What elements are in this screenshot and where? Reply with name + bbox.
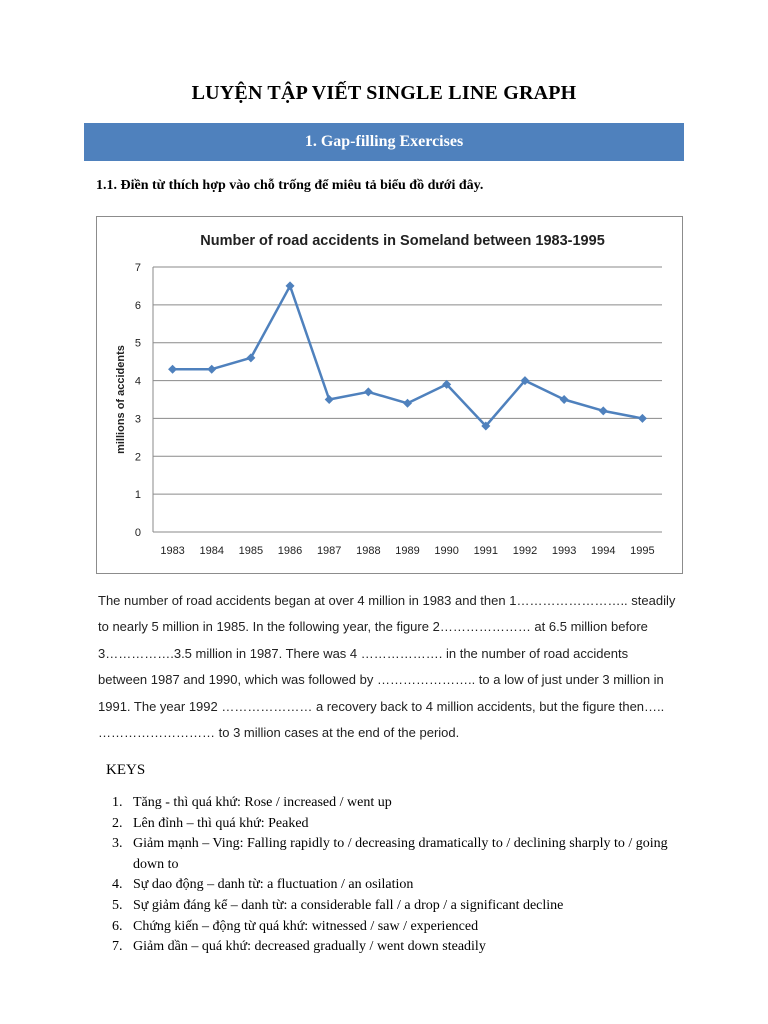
data-point (207, 365, 216, 374)
x-tick-label: 1985 (238, 545, 264, 557)
y-tick-label: 6 (134, 299, 141, 312)
key-text: Giảm dần – quá khứ: decreased gradually / went down steadily (133, 939, 486, 955)
x-tick-label: 1991 (473, 545, 499, 557)
key-text: Giảm mạnh – Ving: Falling rapidly to / decreasing dramatically to / declining sharply to / going down to (133, 836, 668, 872)
key-text: Sự dao động – danh từ: a fluctuation / an osilation (133, 877, 414, 893)
key-item (112, 896, 692, 917)
y-tick-label: 4 (134, 375, 141, 388)
key-text: Tăng - thì quá khứ: Rose / increased / went up (133, 795, 392, 810)
answer-keys-list (112, 793, 692, 958)
x-tick-label: 1987 (316, 545, 342, 557)
key-item (112, 793, 692, 814)
document-title: LUYỆN TẬP VIẾT SINGLE LINE GRAPH (191, 82, 577, 104)
key-number: 7. (112, 939, 123, 955)
data-point (246, 353, 255, 362)
y-tick-label: 2 (134, 451, 141, 464)
passage-line: The number of road accidents began at over 4 million in 1983 and then 1…………………….. steadily (98, 593, 676, 608)
x-tick-label: 1994 (591, 545, 616, 557)
x-tick-label: 1989 (395, 545, 420, 557)
data-point (599, 406, 608, 415)
data-point (325, 395, 334, 404)
passage-line: to nearly 5 million in 1985. In the following year, the figure 2………………… at 6.5 million before (98, 619, 648, 635)
y-tick-label: 3 (134, 413, 141, 426)
gap-fill-passage (98, 588, 688, 746)
y-tick-label: 0 (134, 527, 141, 539)
key-item (112, 814, 692, 835)
x-tick-label: 1984 (199, 545, 224, 557)
y-tick-label: 1 (134, 489, 141, 502)
key-number: 2. (112, 815, 123, 831)
exercise-instruction: 1.1. Điền từ thích hợp vào chỗ trống để miêu tả biểu đồ dưới đây. (96, 178, 484, 193)
chart-canvas (97, 217, 682, 573)
x-tick-label: 1983 (160, 545, 185, 557)
section-heading: 1. Gap-filling Exercises (304, 133, 464, 150)
x-tick-label: 1992 (512, 545, 538, 557)
x-tick-label: 1995 (630, 545, 655, 557)
key-item (112, 834, 692, 875)
data-point (403, 399, 412, 408)
key-text: Lên đỉnh – thì quá khứ: Peaked (133, 815, 309, 831)
y-tick-label: 5 (134, 337, 141, 350)
passage-line: 3…………….3.5 million in 1987. There was 4 ………………. in the number of road accidents (98, 645, 629, 661)
key-number: 6. (112, 918, 123, 934)
data-point (168, 365, 177, 374)
data-point (364, 387, 373, 396)
data-point (286, 281, 295, 290)
key-item (112, 937, 692, 958)
key-number: 3. (112, 836, 123, 852)
chart-title: Number of road accidents in Someland between 1983-1995 (200, 233, 605, 249)
key-item (112, 917, 692, 938)
passage-line: 1991. The year 1992 ………………… a recovery back to 4 million accidents, but the figure then….. (98, 698, 665, 714)
key-number: 5. (112, 897, 123, 913)
passage-line: ……………………… to 3 million cases at the end of the period. (98, 724, 460, 740)
x-tick-label: 1993 (551, 545, 577, 557)
y-axis-label: millions of accidents (115, 345, 127, 454)
passage-line: between 1987 and 1990, which was followed by ………………….. to a low of just under 3 million in (98, 672, 664, 688)
line-chart (96, 216, 683, 574)
data-point (560, 395, 569, 404)
x-tick-label: 1986 (277, 545, 303, 557)
key-item (112, 875, 692, 896)
section-banner (84, 123, 684, 161)
data-point (638, 414, 647, 423)
key-text: Chứng kiến – động từ quá khứ: witnessed / saw / experienced (133, 918, 479, 934)
x-tick-label: 1988 (356, 545, 381, 557)
key-number: 4. (112, 877, 123, 893)
key-number: 1. (112, 795, 123, 810)
key-text: Sự giảm đáng kể – danh từ: a considerable fall / a drop / a significant decline (133, 897, 564, 913)
keys-heading: KEYS (106, 762, 146, 778)
x-tick-label: 1990 (434, 545, 459, 557)
y-tick-label: 7 (134, 262, 141, 274)
